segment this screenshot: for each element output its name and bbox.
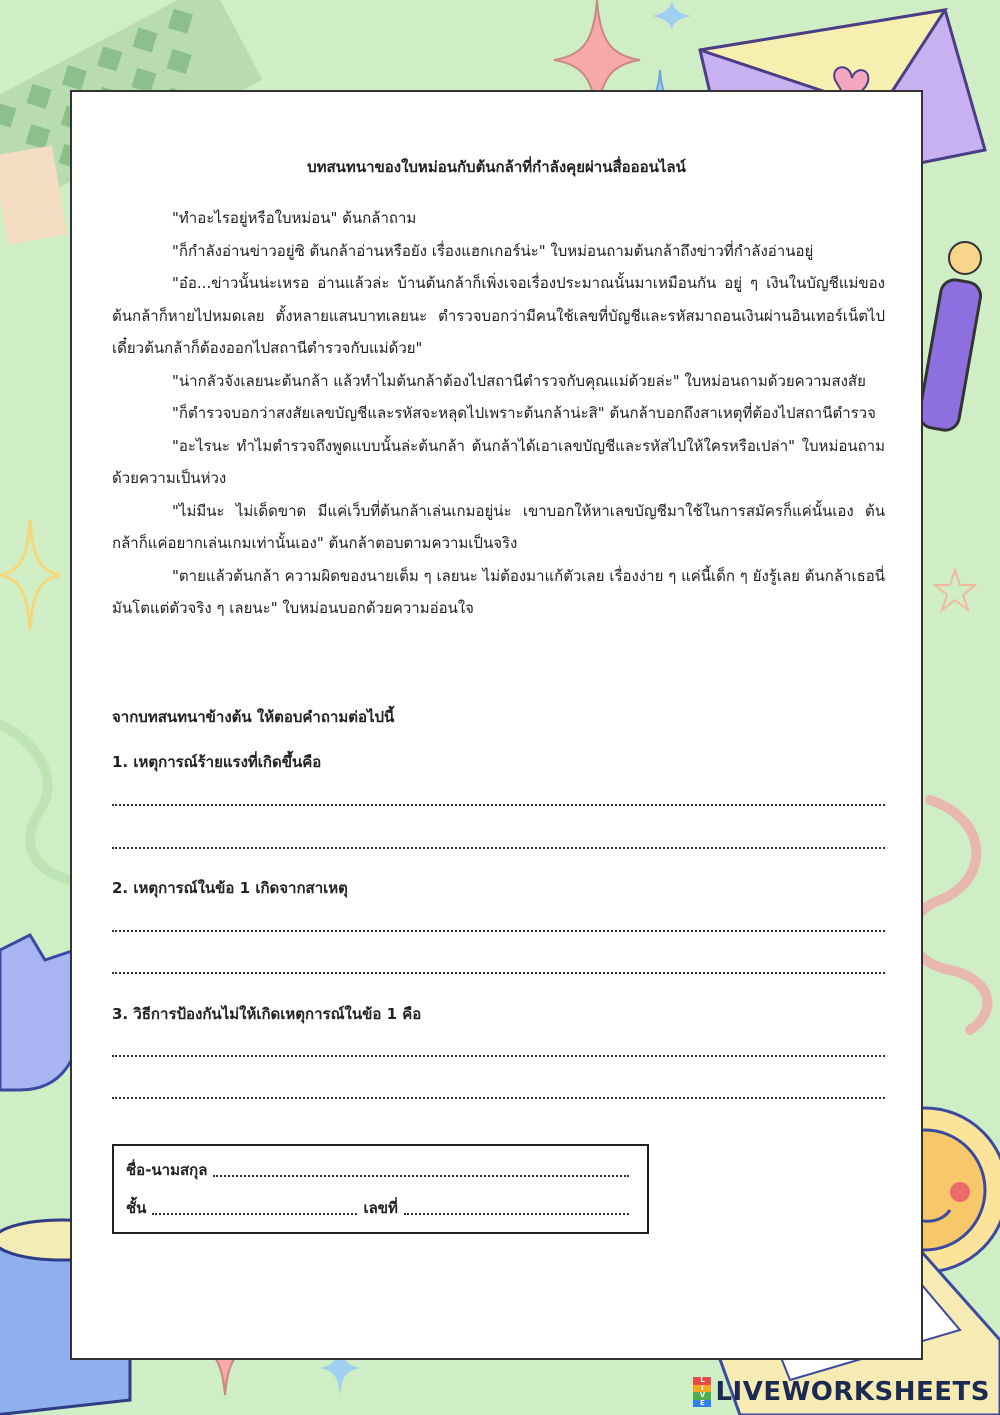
dialogue-line: "ตายแล้วต้นกล้า ความผิดของนายเต็ม ๆ เลยนะ ไม่ต้องมาแก้ตัวเลย เรื่องง่าย ๆ แค่นี้เด็ก ๆ ยังรู้เลย ต้นกล้าเธอนี่มันโตแต่ตัวจริง ๆ เลยนะ" ใบหม่อนบอกด้วยความอ่อนใจ [112,566,885,617]
number-field[interactable] [404,1213,629,1215]
answer-2-line-2[interactable] [112,972,885,974]
answer-3-line-2[interactable] [112,1097,885,1099]
dialogue-line: "น่ากลัวจังเลยนะต้นกล้า แล้วทำไมต้นกล้าต้องไปสถานีตำรวจกับคุณแม่ด้วยล่ะ" ใบหม่อนถามด้วยความสงสัย [172,371,866,390]
name-field[interactable] [213,1175,629,1177]
question-3: 3. วิธีการป้องกันไม่ให้เกิดเหตุการณ์ในข้อ 1 คือ [112,1005,422,1023]
dialogue-line: "ทำอะไรอยู่หรือใบหม่อน" ต้นกล้าถาม [172,209,417,227]
star-icon [935,570,975,610]
answer-3-line-1[interactable] [112,1055,885,1057]
worksheet-title: บทสนทนาของใบหม่อนกับต้นกล้าที่กำลังคุยผ่านสื่อออนไลน์ [307,158,686,176]
pen-illustration [917,242,982,432]
answer-2-line-1[interactable] [112,930,885,932]
yellow-sparkle-icon [0,520,60,630]
questions-intro: จากบทสนทนาข้างต้น ให้ตอบคำถามต่อไปนี้ [112,708,395,726]
name-label: ชื่อ-นามสกุล [126,1161,208,1179]
swirl-decoration-left [0,720,70,880]
dialogue-line: "ไม่มีนะ ไม่เด็ดขาด มีแค่เว็บที่ต้นกล้าเล่นเกมอยู่น่ะ เขาบอกให้หาเลขบัญชีมาใช้ในการสมัครก็แค่นั้นเอง ต้นกล้าก็แค่อยากเล่นเกมเท่านั้นเอง" ต้นกล้าตอบตามความเป็นจริง [112,501,885,552]
brand-badge-icon [693,1377,711,1407]
class-label: ชั้น [126,1199,147,1217]
student-info-box [112,1144,649,1234]
liveworksheets-logo [693,1377,990,1407]
answer-1-line-2[interactable] [112,847,885,849]
badge-letter: I [693,1385,711,1393]
badge-letter: L [693,1377,711,1385]
dialogue-line: "อ๋อ...ข่าวนั้นน่ะเหรอ อ่านแล้วล่ะ บ้านต้นกล้าก็เพิ่งเจอเรื่องประมาณนั้นมาเหมือนกัน อยู่ ๆ เงินในบัญชีแม่ของต้นกล้าก็หายไปหมดเลย ตั้งหลายแสนบาทเลยนะ ตำรวจบอกว่ามีคนใช้เลขที่บัญชีและรหัสมาถอนเงินผ่านอินเทอร์เน็ตไป เดี๋ยวต้นกล้าก็ต้องออกไปสถานีตำรวจกับแม่ด้วย" [112,274,885,357]
cat-illustration [0,935,81,1090]
worksheet-sheet [70,90,923,1360]
blue-sparkle-top-icon [652,0,692,30]
dialogue-text [112,202,885,625]
dialogue-line: "ก็ตำรวจบอกว่าสงสัยเลขบัญชีและรหัสจะหลุดไปเพราะต้นกล้าน่ะสิ" ต้นกล้าบอกถึงสาเหตุที่ต้องไปสถานีตำรวจ [172,404,876,422]
number-label: เลขที่ [363,1199,398,1217]
question-2: 2. เหตุการณ์ในข้อ 1 เกิดจากสาเหตุ [112,879,348,897]
question-1: 1. เหตุการณ์ร้ายแรงที่เกิดขึ้นคือ [112,753,322,771]
brand-text: LIVEWORKSHEETS [715,1377,990,1407]
class-field[interactable] [152,1213,357,1215]
dialogue-line: "ก็กำลังอ่านข่าวอยู่ซิ ต้นกล้าอ่านหรือยัง เรื่องแฮกเกอร์น่ะ" ใบหม่อนถามต้นกล้าถึงข่าวที่กำลังอ่านอยู่ [172,241,814,260]
badge-letter: E [693,1400,711,1408]
answer-1-line-1[interactable] [112,804,885,806]
badge-letter: V [693,1392,711,1400]
dialogue-line: "อะไรนะ ทำไมตำรวจถึงพูดแบบนั้นล่ะต้นกล้า ต้นกล้าได้เอาเลขบัญชีและรหัสไปให้ใครหรือเปล่า" ใบหม่อนถามด้วยความเป็นห่วง [112,436,885,487]
